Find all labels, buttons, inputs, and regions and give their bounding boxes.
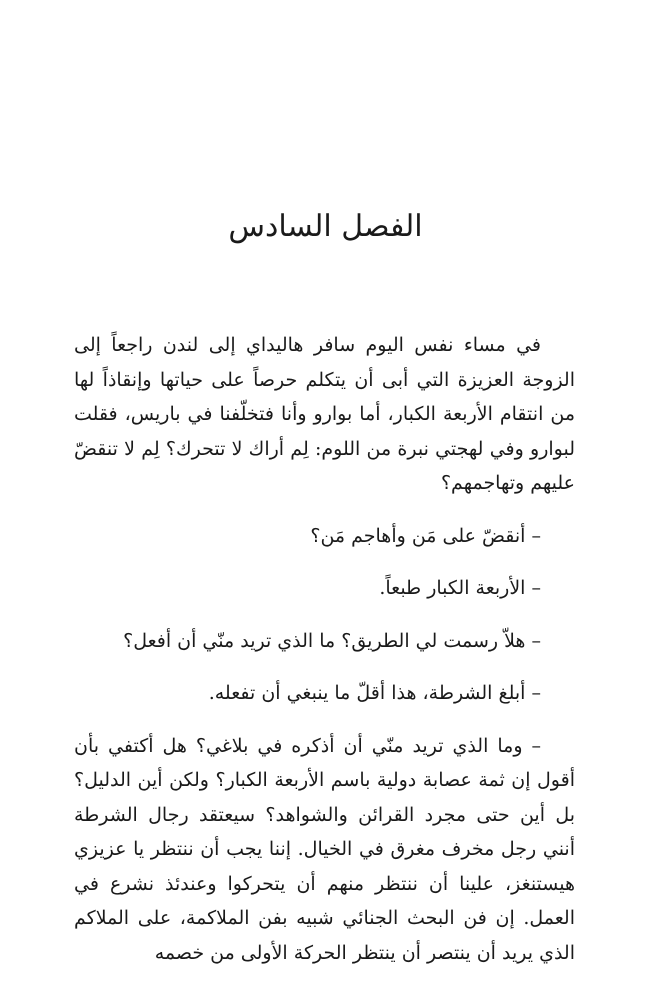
dialogue-line: – الأربعة الكبار طبعاً. — [379, 577, 541, 599]
opening-paragraph: في مساء نفس اليوم سافر هاليداي إلى لندن راجعاً إلى الزوجة العزيزة التي أبى أن يتكلم حرصاً على حياتها وإنقاذاً لها من انتقام الأربعة الكبار، أما بوارو وأنا فتخلّفنا في باريس، فقلت لبوارو وفي لهجتي نبرة من اللوم: لِم أراك لا تتحرك؟ لِم لا تنقضّ عليهم وتهاجمهم؟ — [74, 334, 575, 494]
dialogue-line: – هلاّ رسمت لي الطريق؟ ما الذي تريد منّي أن أفعل؟ — [123, 629, 541, 652]
chapter-title: الفصل السادس — [228, 209, 423, 244]
chapter-body — [74, 328, 575, 970]
dialogue-line: – أبلغ الشرطة، هذا أقلّ ما ينبغي أن تفعله. — [208, 682, 541, 704]
dialogue-paragraph: – وما الذي تريد منّي أن أذكره في بلاغي؟ هل أكتفي بأن أقول إن ثمة عصابة دولية باسم الأربعة الكبار؟ ولكن أين الدليل؟ بل أين حتى مجرد القرائن والشواهد؟ سيعتقد رجال الشرطة أنني رجل مخرف مغرق في الخيال. إننا يجب أن ننتظر يا عزيزي هيستنغز، علينا أن ننتظر منهم أن يتحركوا وعندئذ نشرع في العمل. إن فن البحث الجنائي شبيه بفن الملاكمة، على الملاكم الذي يريد أن ينتصر أن ينتظر الحركة الأولى من خصمه — [74, 734, 575, 964]
dialogue-line: – أنقضّ على مَن وأهاجم مَن؟ — [310, 524, 541, 547]
